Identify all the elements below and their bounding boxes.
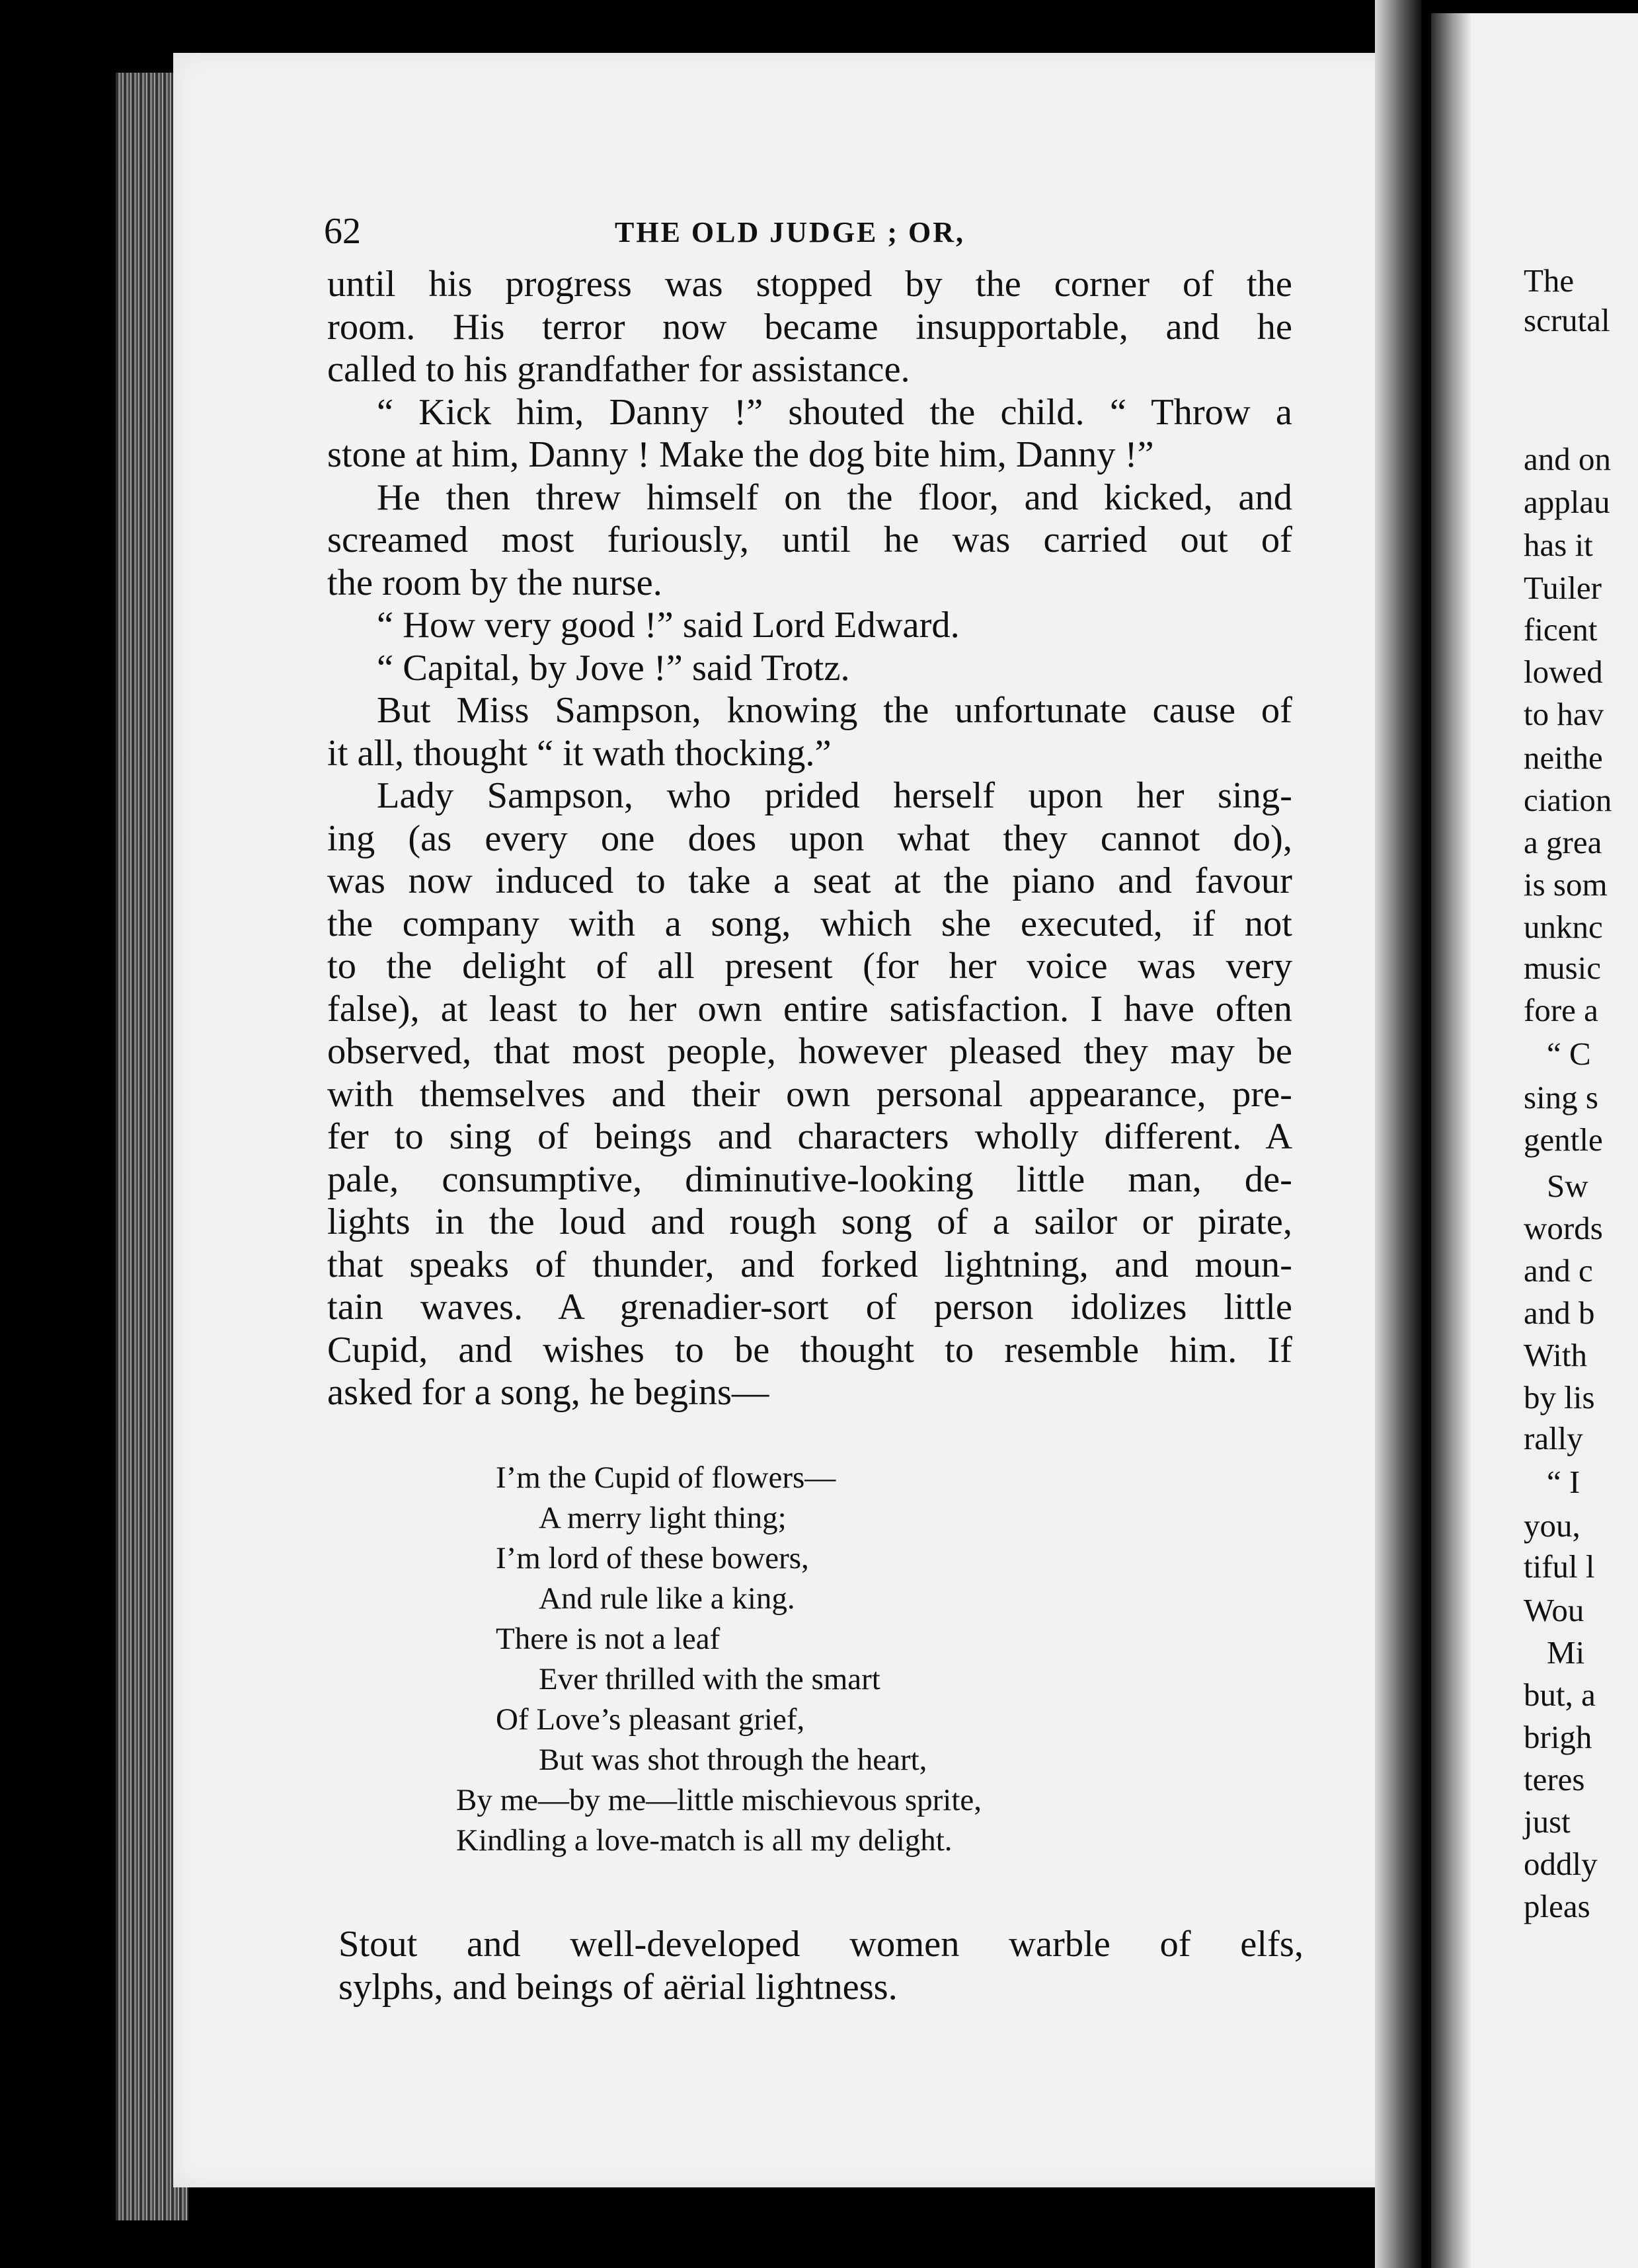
right-page-fragment: teres [1524, 1761, 1585, 1797]
text-line: Cupid, and wishes to be thought to resemble him. If [327, 1329, 1292, 1371]
right-page-fragment: music [1524, 950, 1602, 986]
right-page-fragment: a grea [1524, 824, 1602, 860]
right-page-fragment: applau [1524, 484, 1610, 520]
text-line: “ Capital, by Jove !” said Trotz. [377, 647, 850, 689]
text-line: the room by the nurse. [327, 562, 662, 603]
right-page-fragment: lowed [1524, 654, 1603, 690]
text-line: fer to sing of beings and characters wholly different. A [327, 1116, 1292, 1157]
text-line: “ Kick him, Danny !” shouted the child. “ Throw a [377, 391, 1292, 433]
right-page-fragment: fore a [1524, 992, 1598, 1028]
right-page-fragment: Tuiler [1524, 570, 1602, 606]
text-line: the company with a song, which she executed, if not [327, 903, 1292, 944]
poem-line: I’m the Cupid of flowers— [496, 1460, 836, 1495]
text-line: was now induced to take a seat at the piano and favour [327, 860, 1292, 901]
poem-line: And rule like a king. [539, 1581, 795, 1616]
right-page-fragment: tiful l [1524, 1548, 1595, 1585]
poem-line: A merry light thing; [539, 1501, 787, 1535]
right-page-fragment: has it [1524, 527, 1593, 563]
right-page-fragment: ficent [1524, 611, 1598, 648]
right-page-fragment: just [1524, 1803, 1571, 1840]
right-page-fragment: Sw [1547, 1168, 1588, 1204]
right-page-fragment: The [1524, 262, 1575, 299]
right-page-fragment: is som [1524, 866, 1608, 903]
text-line: lights in the loud and rough song of a sailor or pirate, [327, 1201, 1292, 1242]
text-line: observed, that most people, however pleased they may be [327, 1031, 1292, 1072]
text-line: stone at him, Danny ! Make the dog bite him, Danny !” [327, 434, 1154, 475]
body-text [327, 263, 1292, 1414]
text-line: until his progress was stopped by the corner of the [327, 264, 1292, 305]
text-line: Lady Sampson, who prided herself upon her sing- [377, 775, 1292, 816]
right-page-fragment: ciation [1524, 782, 1612, 818]
text-line: that speaks of thunder, and forked lightning, and moun- [327, 1244, 1292, 1285]
poem-line: By me—by me—little mischievous sprite, [456, 1783, 982, 1817]
right-page [1431, 13, 1638, 2268]
right-page-fragment: rally [1524, 1420, 1583, 1456]
right-page-fragment: With [1524, 1337, 1588, 1373]
right-page-fragment: and on [1524, 441, 1611, 477]
right-page-fragment: unknc [1524, 909, 1603, 945]
text-line: asked for a song, he begins— [327, 1372, 769, 1413]
right-page-fragment: gentle [1524, 1121, 1603, 1158]
right-page-fragment: by lis [1524, 1379, 1595, 1416]
page-number: 62 [324, 211, 361, 252]
right-page-fragment: and c [1524, 1252, 1593, 1289]
text-line: tain waves. A grenadier-sort of person idolizes little [327, 1287, 1292, 1328]
right-page-fragment: and b [1524, 1295, 1595, 1331]
text-line: pale, consumptive, diminutive-looking little man, de- [327, 1158, 1292, 1200]
text-line: “ How very good !” said Lord Edward. [377, 605, 960, 646]
right-page-spine-shadow [1431, 13, 1471, 2268]
text-line: room. His terror now became insupportable, and he [327, 306, 1292, 348]
poem-line: But was shot through the heart, [539, 1743, 927, 1777]
text-line: with themselves and their own personal appearance, pre- [327, 1073, 1292, 1115]
text-line: Stout and well-developed women warble of elfs, [338, 1924, 1304, 1965]
right-page-fragment: to hav [1524, 696, 1604, 732]
text-line: to the delight of all present (for her voice was very [327, 946, 1292, 987]
text-line: sylphs, and beings of aërial lightness. [338, 1966, 898, 2008]
right-page-fragment: brigh [1524, 1719, 1592, 1755]
book-gutter [1375, 0, 1421, 2268]
right-page-fragment: Wou [1524, 1592, 1584, 1628]
right-page-fragment: “ C [1547, 1036, 1591, 1072]
right-page-fragment: sing s [1524, 1079, 1599, 1115]
text-line: it all, thought “ it wath thocking.” [327, 732, 832, 774]
closing-paragraph [338, 1923, 1304, 2008]
text-line: screamed most furiously, until he was carried out of [327, 519, 1292, 560]
text-line: called to his grandfather for assistance. [327, 349, 910, 390]
poem-line: There is not a leaf [496, 1622, 721, 1656]
right-page-fragment: pleas [1524, 1888, 1590, 1924]
right-page-fragment: Mi [1547, 1634, 1585, 1671]
text-line: He then threw himself on the floor, and kicked, and [377, 476, 1292, 518]
poem-line: I’m lord of these bowers, [496, 1541, 809, 1575]
right-page-fragment: neithe [1524, 739, 1603, 776]
poem-line: Of Love’s pleasant grief, [496, 1702, 805, 1737]
right-page-fragment: words [1524, 1210, 1603, 1246]
poem [456, 1458, 982, 1861]
right-page-fragment: scrutal [1524, 302, 1610, 338]
page-header [324, 210, 1276, 250]
poem-line: Kindling a love-match is all my delight. [456, 1823, 953, 1858]
text-line: false), at least to her own entire satisfaction. I have often [327, 988, 1292, 1030]
text-line: But Miss Sampson, knowing the unfortunate cause of [377, 690, 1292, 731]
poem-line: Ever thrilled with the smart [539, 1662, 880, 1696]
right-page-fragment: but, a [1524, 1677, 1596, 1713]
right-page-fragment: you, [1524, 1507, 1580, 1544]
right-page-fragment: oddly [1524, 1846, 1598, 1882]
text-line: ing (as every one does upon what they cannot do), [327, 817, 1292, 859]
running-head: THE OLD JUDGE ; OR, [615, 216, 966, 248]
right-page-fragment: “ I [1547, 1464, 1580, 1500]
